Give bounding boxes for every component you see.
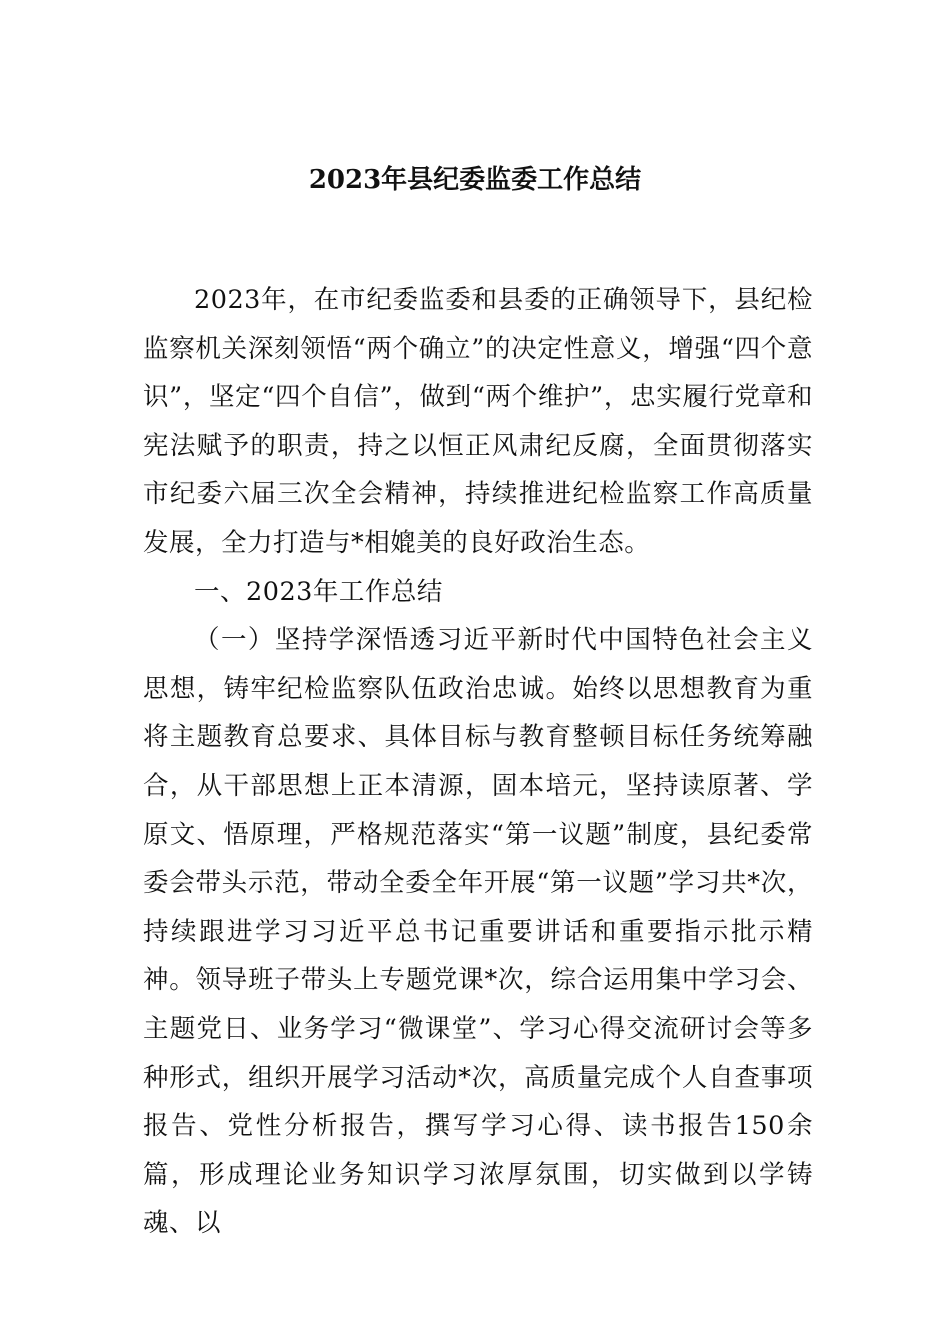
subsection-paragraph: （一）坚持学深悟透习近平新时代中国特色社会主义思想，铸牢纪检监察队伍政治忠诚。始终以思想教育为重将主题教育总要求、具体目标与教育整顿目标任务统筹融合，从干部思想上正本清源，固本培元，坚持读原著、学原文、悟原理，严格规范落实“第一议题”制度，县纪委常委会带头示范，带动全委全年开展“第一议题”学习共*次，持续跟进学习习近平总书记重要讲话和重要指示批示精神。领导班子带头上专题党课*次，综合运用集中学习会、主题党日、业务学习“微课堂”、学习心得交流研讨会等多种形式，组织开展学习活动*次，高质量完成个人自查事项报告、党性分析报告，撰写学习心得、读书报告150余篇，形成理论业务知识学习浓厚氛围，切实做到以学铸魂、以 — [143, 625, 813, 1239]
document-body — [143, 276, 813, 1248]
document-title: 2023年县纪委监委工作总结 — [308, 165, 642, 195]
section-heading: 一、2023年工作总结 — [194, 576, 443, 607]
intro-paragraph: 2023年，在市纪委监委和县委的正确领导下，县纪检监察机关深刻领悟“两个确立”的决定性意义，增强“四个意识”，坚定“四个自信”，做到“两个维护”，忠实履行党章和宪法赋予的职责，持之以恒正风肃纪反腐，全面贯彻落实市纪委六届三次全会精神，持续推进纪检监察工作高质量发展，全力打造与*相媲美的良好政治生态。 — [143, 285, 813, 558]
